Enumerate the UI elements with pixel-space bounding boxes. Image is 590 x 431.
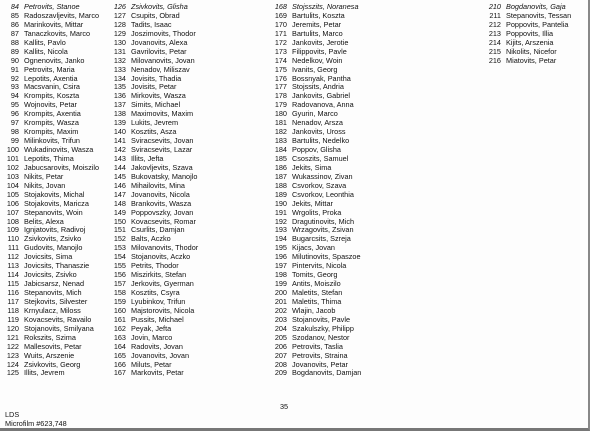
entry-name: Kijits, Arszenia (506, 37, 554, 47)
entry-number: 87 (10, 28, 19, 38)
entry-number: 184 (274, 145, 287, 154)
entry-name: Jekits, Mittar (292, 198, 333, 208)
entry-name: Wuits, Arszenie (24, 350, 75, 360)
entry-name: Jovisits, Petar (131, 82, 177, 92)
entry-number: 172 (274, 37, 287, 47)
entry-name: Stojsszits, Noranesa (292, 2, 359, 11)
entry-number: 147 (113, 189, 126, 199)
entry-number: 105 (6, 189, 19, 199)
entry-number: 207 (274, 350, 287, 360)
entry-name: Pussits, Michael (131, 314, 184, 324)
entry-number: 118 (7, 305, 19, 315)
entry-name: Maximovits, Maxim (131, 109, 194, 119)
entry-name: Milovanovits, Thodor (131, 243, 199, 253)
entry-name: Jankovits, Jerotie (292, 37, 349, 47)
entry-number: 175 (274, 64, 287, 74)
entry-name: Jovin, Marco (131, 332, 173, 342)
entry-number: 208 (274, 359, 287, 369)
entry-number: 203 (274, 314, 287, 324)
entry-number: 181 (274, 118, 287, 128)
entry-number: 197 (274, 261, 287, 271)
list-item (484, 57, 571, 66)
entry-number: 88 (10, 37, 19, 47)
entry-number: 216 (488, 55, 501, 65)
entry-name: Antits, Moiszilo (292, 279, 341, 289)
entry-number: 200 (274, 288, 287, 297)
entry-number: 126 (113, 2, 126, 11)
entry-name: Poppov, Glisha (292, 145, 341, 154)
entry-name: Bogdanovits, Damjan (292, 368, 362, 378)
entry-name: Wlajin, Jacob (292, 305, 336, 315)
entry-number: 156 (113, 270, 126, 280)
entry-number: 211 (489, 10, 501, 20)
entry-number: 213 (488, 28, 501, 38)
entry-number: 149 (113, 207, 126, 217)
entry-number: 168 (274, 2, 287, 11)
entry-number: 179 (274, 100, 287, 110)
list-item (2, 369, 99, 378)
entry-name: Szodanov, Nestor (292, 332, 350, 342)
entry-name: Krnyulacz, Miloss (24, 305, 81, 315)
entry-number: 210 (488, 2, 501, 11)
entry-name: Stojssits, Andria (292, 82, 344, 92)
entry-name: Gavrilovits, Petar (131, 46, 187, 56)
entry-number: 129 (113, 28, 126, 38)
entry-number: 145 (113, 171, 126, 181)
entry-name: Petrits, Thodor (131, 261, 179, 271)
entry-name: Milinkovits, Trifun (24, 136, 80, 146)
entry-number: 91 (10, 64, 19, 74)
entry-name: Gyurin, Marco (292, 109, 338, 119)
entry-name: Jerkovits, Gyerman (131, 279, 194, 289)
entry-name: Bossnyak, Pantha (292, 73, 351, 83)
entry-number: 137 (113, 100, 126, 110)
entry-name: Stepanovits, Mich (24, 288, 82, 297)
entry-name: Bartulits, Marco (292, 28, 343, 38)
entry-number: 95 (10, 100, 19, 110)
entry-number: 121 (6, 332, 19, 342)
entry-number: 171 (274, 28, 287, 38)
entry-number: 161 (113, 314, 126, 324)
entry-number: 205 (274, 332, 287, 342)
entry-name: Bukovatsky, Manojlo (131, 171, 198, 181)
entry-number: 135 (113, 82, 126, 92)
entry-name: Ivanits, Georg (292, 64, 338, 74)
entry-name: Sviracsevits, Jovan (131, 136, 194, 146)
entry-name: Petrovits, Taslia (292, 341, 343, 351)
entry-name: Stojanovits, Aczko (131, 252, 191, 262)
entry-number: 141 (113, 136, 126, 146)
entry-name: Jankovits, Gabriel (292, 91, 350, 101)
entry-number: 155 (113, 261, 126, 271)
entry-number: 103 (6, 171, 19, 181)
entry-number: 107 (6, 207, 19, 217)
entry-name: Csvorkov, Szava (292, 180, 347, 190)
entry-number: 166 (113, 359, 126, 369)
entry-number: 98 (10, 127, 19, 137)
entry-name: Rokszits, Szima (24, 332, 76, 342)
entry-number: 192 (274, 216, 287, 226)
entry-name: Krompits, Axentia (24, 109, 81, 119)
entry-number: 185 (274, 153, 287, 163)
entry-number: 120 (6, 323, 19, 333)
entry-name: Brankovits, Wasza (131, 198, 192, 208)
entry-number: 160 (113, 305, 126, 315)
entry-name: Balts, Aczko (131, 234, 171, 244)
entry-name: Jovanovits, Alexa (131, 37, 188, 47)
entry-name: Nenadov, Arsza (292, 118, 343, 128)
entry-number: 189 (274, 189, 287, 199)
entry-number: 104 (6, 180, 19, 190)
entry-name: Tomits, Georg (292, 270, 338, 280)
entry-name: Simits, Michael (131, 100, 181, 110)
page-number: 35 (280, 402, 289, 411)
entry-name: Csupits, Obrad (131, 10, 180, 20)
entry-name: Stojanovits, Smilyana (24, 323, 94, 333)
entry-name: Csoszits, Samuel (292, 153, 349, 163)
entry-name: Csurlits, Damjan (131, 225, 185, 235)
entry-number: 153 (113, 243, 126, 253)
entry-number: 182 (274, 127, 287, 137)
entry-number: 108 (6, 216, 19, 226)
entry-number: 92 (10, 73, 19, 83)
entry-name: Jeremits, Petar (292, 19, 342, 29)
entry-name: Kallits, Pavlo (24, 37, 66, 47)
entry-name: Milovanovits, Jovan (131, 55, 195, 65)
entry-name: Wrzagovits, Zsivan (292, 225, 354, 235)
entry-name: Bugarcsits, Szreja (292, 234, 351, 244)
entry-number: 106 (6, 198, 19, 208)
entry-name: Ignjatovits, Radivoj (24, 225, 86, 235)
entry-name: Nikits, Petar (24, 171, 64, 181)
entry-number: 116 (7, 288, 19, 297)
entry-number: 119 (7, 314, 19, 324)
entry-number: 202 (274, 305, 287, 315)
entry-name: Petrovits, Stanoe (24, 2, 80, 11)
entry-number: 194 (274, 234, 287, 244)
entry-name: Macsvanin, Csira (24, 82, 80, 92)
entry-name: Jankovits, Uross (292, 127, 346, 137)
entry-name: Wukassinov, Zivan (292, 171, 353, 181)
entry-name: Miatovits, Petar (506, 55, 557, 65)
entry-number: 114 (7, 270, 19, 280)
list-item (109, 369, 198, 378)
entry-number: 130 (113, 37, 126, 47)
entry-number: 110 (7, 234, 19, 244)
entry-name: Jovicsits, Sima (24, 252, 73, 262)
entry-name: Stojanovits, Pavle (292, 314, 351, 324)
entry-number: 215 (488, 46, 501, 56)
entry-number: 139 (113, 118, 126, 128)
entry-number: 209 (274, 368, 287, 378)
entry-number: 93 (10, 82, 19, 92)
name-column-4 (484, 3, 571, 66)
entry-number: 201 (274, 296, 287, 306)
entry-number: 136 (113, 91, 126, 101)
entry-name: Gudovits, Manojlo (24, 243, 83, 253)
entry-name: Tadits, Isaac (131, 19, 172, 29)
entry-name: Dragutinovits, Mich (292, 216, 355, 226)
entry-name: Bogdanovits, Gaja (506, 2, 566, 11)
entry-name: Zsivkovits, Glisha (131, 2, 188, 11)
entry-name: Wojnovits, Petar (24, 100, 77, 110)
entry-name: Jovanovits, Petar (292, 359, 348, 369)
entry-number: 190 (274, 198, 287, 208)
entry-number: 89 (10, 46, 19, 56)
entry-number: 122 (6, 341, 19, 351)
entry-name: Poppovits, Pantelia (506, 19, 569, 29)
source-line-microfilm: Microfilm #623,748 (5, 419, 67, 428)
entry-number: 144 (113, 162, 126, 172)
entry-number: 102 (6, 162, 19, 172)
entry-number: 124 (6, 359, 19, 369)
entry-number: 96 (10, 109, 19, 119)
entry-number: 178 (274, 91, 287, 101)
entry-number: 138 (113, 109, 126, 119)
entry-number: 97 (10, 118, 19, 128)
entry-number: 151 (113, 225, 126, 235)
entry-name: Jovanovits, Nicola (131, 189, 190, 199)
entry-name: Kovacsevits, Ravailo (24, 314, 92, 324)
entry-number: 186 (274, 162, 287, 172)
entry-name: Krompits, Koszta (24, 91, 80, 101)
entry-name: Mirkovits, Wasza (131, 91, 186, 101)
entry-name: Poppovszky, Jovan (131, 207, 194, 217)
entry-name: Nikits, Jovan (24, 180, 66, 190)
entry-number: 100 (6, 145, 19, 154)
entry-number: 85 (10, 10, 19, 20)
entry-name: Ognenovits, Janko (24, 55, 85, 65)
entry-number: 176 (274, 73, 287, 83)
name-column-2 (109, 3, 198, 378)
entry-number: 187 (274, 171, 287, 181)
entry-name: Stepanovits, Tessan (506, 10, 572, 20)
entry-number: 214 (488, 37, 501, 47)
entry-number: 196 (274, 252, 287, 262)
entry-number: 152 (113, 234, 126, 244)
entry-number: 125 (6, 368, 19, 378)
entry-number: 142 (113, 145, 126, 154)
entry-name: Krompits, Maxim (24, 127, 79, 137)
entry-name: Illits, Jevrem (24, 368, 65, 378)
entry-number: 159 (113, 296, 126, 306)
entry-name: Petrovits, Straina (292, 350, 348, 360)
entry-name: Kosztits, Asza (131, 127, 177, 137)
entry-number: 94 (10, 91, 19, 101)
entry-name: Lepotits, Axentia (24, 73, 78, 83)
entry-number: 198 (274, 270, 287, 280)
entry-name: Nenadov, Miliszav (131, 64, 190, 74)
entry-name: Petrovits, Maria (24, 64, 75, 74)
name-column-3 (270, 3, 361, 378)
entry-number: 101 (6, 153, 19, 163)
entry-number: 164 (113, 341, 126, 351)
entry-number: 170 (274, 19, 287, 29)
entry-name: Csvorkov, Leonthia (292, 189, 354, 199)
entry-number: 183 (274, 136, 287, 146)
entry-name: Radoszavljevits, Marco (24, 10, 100, 20)
entry-name: Zsivkovits, Zsivko (24, 234, 82, 244)
entry-number: 177 (274, 82, 287, 92)
entry-number: 90 (10, 55, 19, 65)
entry-number: 188 (274, 180, 287, 190)
entry-name: Jekits, Sima (292, 162, 332, 172)
entry-name: Majstorovits, Nicola (131, 305, 195, 315)
entry-name: Pintervits, Nicola (292, 261, 347, 271)
entry-number: 134 (113, 73, 126, 83)
list-item (270, 369, 361, 378)
entry-number: 143 (113, 153, 126, 163)
entry-number: 148 (113, 198, 126, 208)
entry-number: 191 (274, 207, 287, 217)
entry-name: Szakulszky, Philipp (292, 323, 354, 333)
entry-name: Radovanova, Anna (292, 100, 354, 110)
entry-number: 165 (113, 350, 126, 360)
entry-name: Filippovits, Pavle (292, 46, 347, 56)
entry-number: 140 (113, 127, 126, 137)
entry-name: Miluts, Petar (131, 359, 172, 369)
entry-name: Peyak, Jefta (131, 323, 172, 333)
entry-name: Jovicsits, Zsivko (24, 270, 77, 280)
entry-name: Lepotits, Thima (24, 153, 74, 163)
entry-number: 169 (274, 10, 287, 20)
entry-name: Jakovljevits, Szava (131, 162, 193, 172)
entry-name: Jovicsits, Thanaszie (24, 261, 90, 271)
entry-number: 180 (274, 109, 287, 119)
entry-name: Lukits, Jevrem (131, 118, 179, 128)
entry-number: 193 (274, 225, 287, 235)
entry-number: 113 (7, 261, 19, 271)
entry-number: 173 (274, 46, 287, 56)
entry-name: Miszirkits, Stefan (131, 270, 187, 280)
entry-number: 84 (10, 2, 19, 11)
entry-number: 157 (113, 279, 126, 289)
entry-name: Jovisits, Thadia (131, 73, 182, 83)
entry-number: 174 (274, 55, 287, 65)
entry-name: Stojakovits, Michal (24, 189, 85, 199)
entry-number: 112 (7, 252, 19, 262)
entry-name: Mallesovits, Petar (24, 341, 82, 351)
entry-number: 150 (113, 216, 126, 226)
entry-number: 109 (6, 225, 19, 235)
entry-name: Jovanovits, Jovan (131, 350, 190, 360)
entry-name: Jabucsarovits, Moiszilo (24, 162, 100, 172)
entry-number: 154 (113, 252, 126, 262)
entry-name: Kijacs, Jovan (292, 243, 335, 253)
entry-number: 117 (7, 296, 19, 306)
entry-number: 127 (113, 10, 126, 20)
entry-name: Mihailovits, Mina (131, 180, 185, 190)
entry-number: 195 (274, 243, 287, 253)
entry-name: Krompits, Wasza (24, 118, 79, 128)
entry-number: 86 (10, 19, 19, 29)
entry-number: 204 (274, 323, 287, 333)
entry-number: 133 (113, 64, 126, 74)
entry-number: 111 (7, 243, 19, 253)
entry-name: Stojakovits, Maricza (24, 198, 89, 208)
entry-name: Joszimovits, Thodor (131, 28, 196, 38)
entry-name: Kallits, Nicola (24, 46, 68, 56)
entry-name: Milutinovits, Spaszoe (292, 252, 361, 262)
entry-name: Bartulits, Nedelko (292, 136, 350, 146)
entry-number: 146 (113, 180, 126, 190)
entry-name: Nikolits, Nicefor (506, 46, 557, 56)
entry-number: 115 (7, 279, 19, 289)
entry-name: Illits, Jefta (131, 153, 164, 163)
entry-name: Lyubinkov, Trifun (131, 296, 186, 306)
name-column-1 (2, 3, 99, 378)
entry-name: Tanaczkovits, Marco (24, 28, 91, 38)
entry-name: Maletits, Stefan (292, 288, 343, 297)
entry-name: Marinkovits, Mittar (24, 19, 84, 29)
entry-number: 158 (113, 288, 126, 297)
source-citation (5, 410, 67, 428)
entry-number: 167 (113, 368, 126, 378)
entry-name: Stepanovits, Woin (24, 207, 83, 217)
entry-name: Jabicsarsz, Nenad (24, 279, 85, 289)
entry-number: 128 (113, 19, 126, 29)
entry-number: 162 (113, 323, 126, 333)
entry-number: 131 (113, 46, 126, 56)
entry-name: Belits, Alexa (24, 216, 64, 226)
entry-number: 206 (274, 341, 287, 351)
entry-name: Markovits, Petar (131, 368, 184, 378)
entry-number: 163 (113, 332, 126, 342)
entry-name: Nedelkov, Woin (292, 55, 343, 65)
entry-name: Kosztits, Csyra (131, 288, 180, 297)
entry-name: Wukadinovits, Wasza (24, 145, 94, 154)
entry-name: Wrgolits, Proka (292, 207, 342, 217)
entry-name: Poppovits, Illia (506, 28, 554, 38)
entry-number: 212 (488, 19, 501, 29)
entry-number: 123 (6, 350, 19, 360)
entry-number: 132 (113, 55, 126, 65)
entry-name: Sviracsevits, Lazar (131, 145, 193, 154)
entry-number: 99 (10, 136, 19, 146)
source-line-archive: LDS (5, 410, 20, 419)
entry-number: 199 (274, 279, 287, 289)
entry-name: Zsivkovits, Georg (24, 359, 81, 369)
entry-name: Maletits, Thima (292, 296, 342, 306)
entry-name: Bartulits, Koszta (292, 10, 345, 20)
entry-name: Stejkovits, Silvester (24, 296, 88, 306)
entry-name: Kovacsevits, Romar (131, 216, 196, 226)
entry-name: Radovits, Jovan (131, 341, 183, 351)
